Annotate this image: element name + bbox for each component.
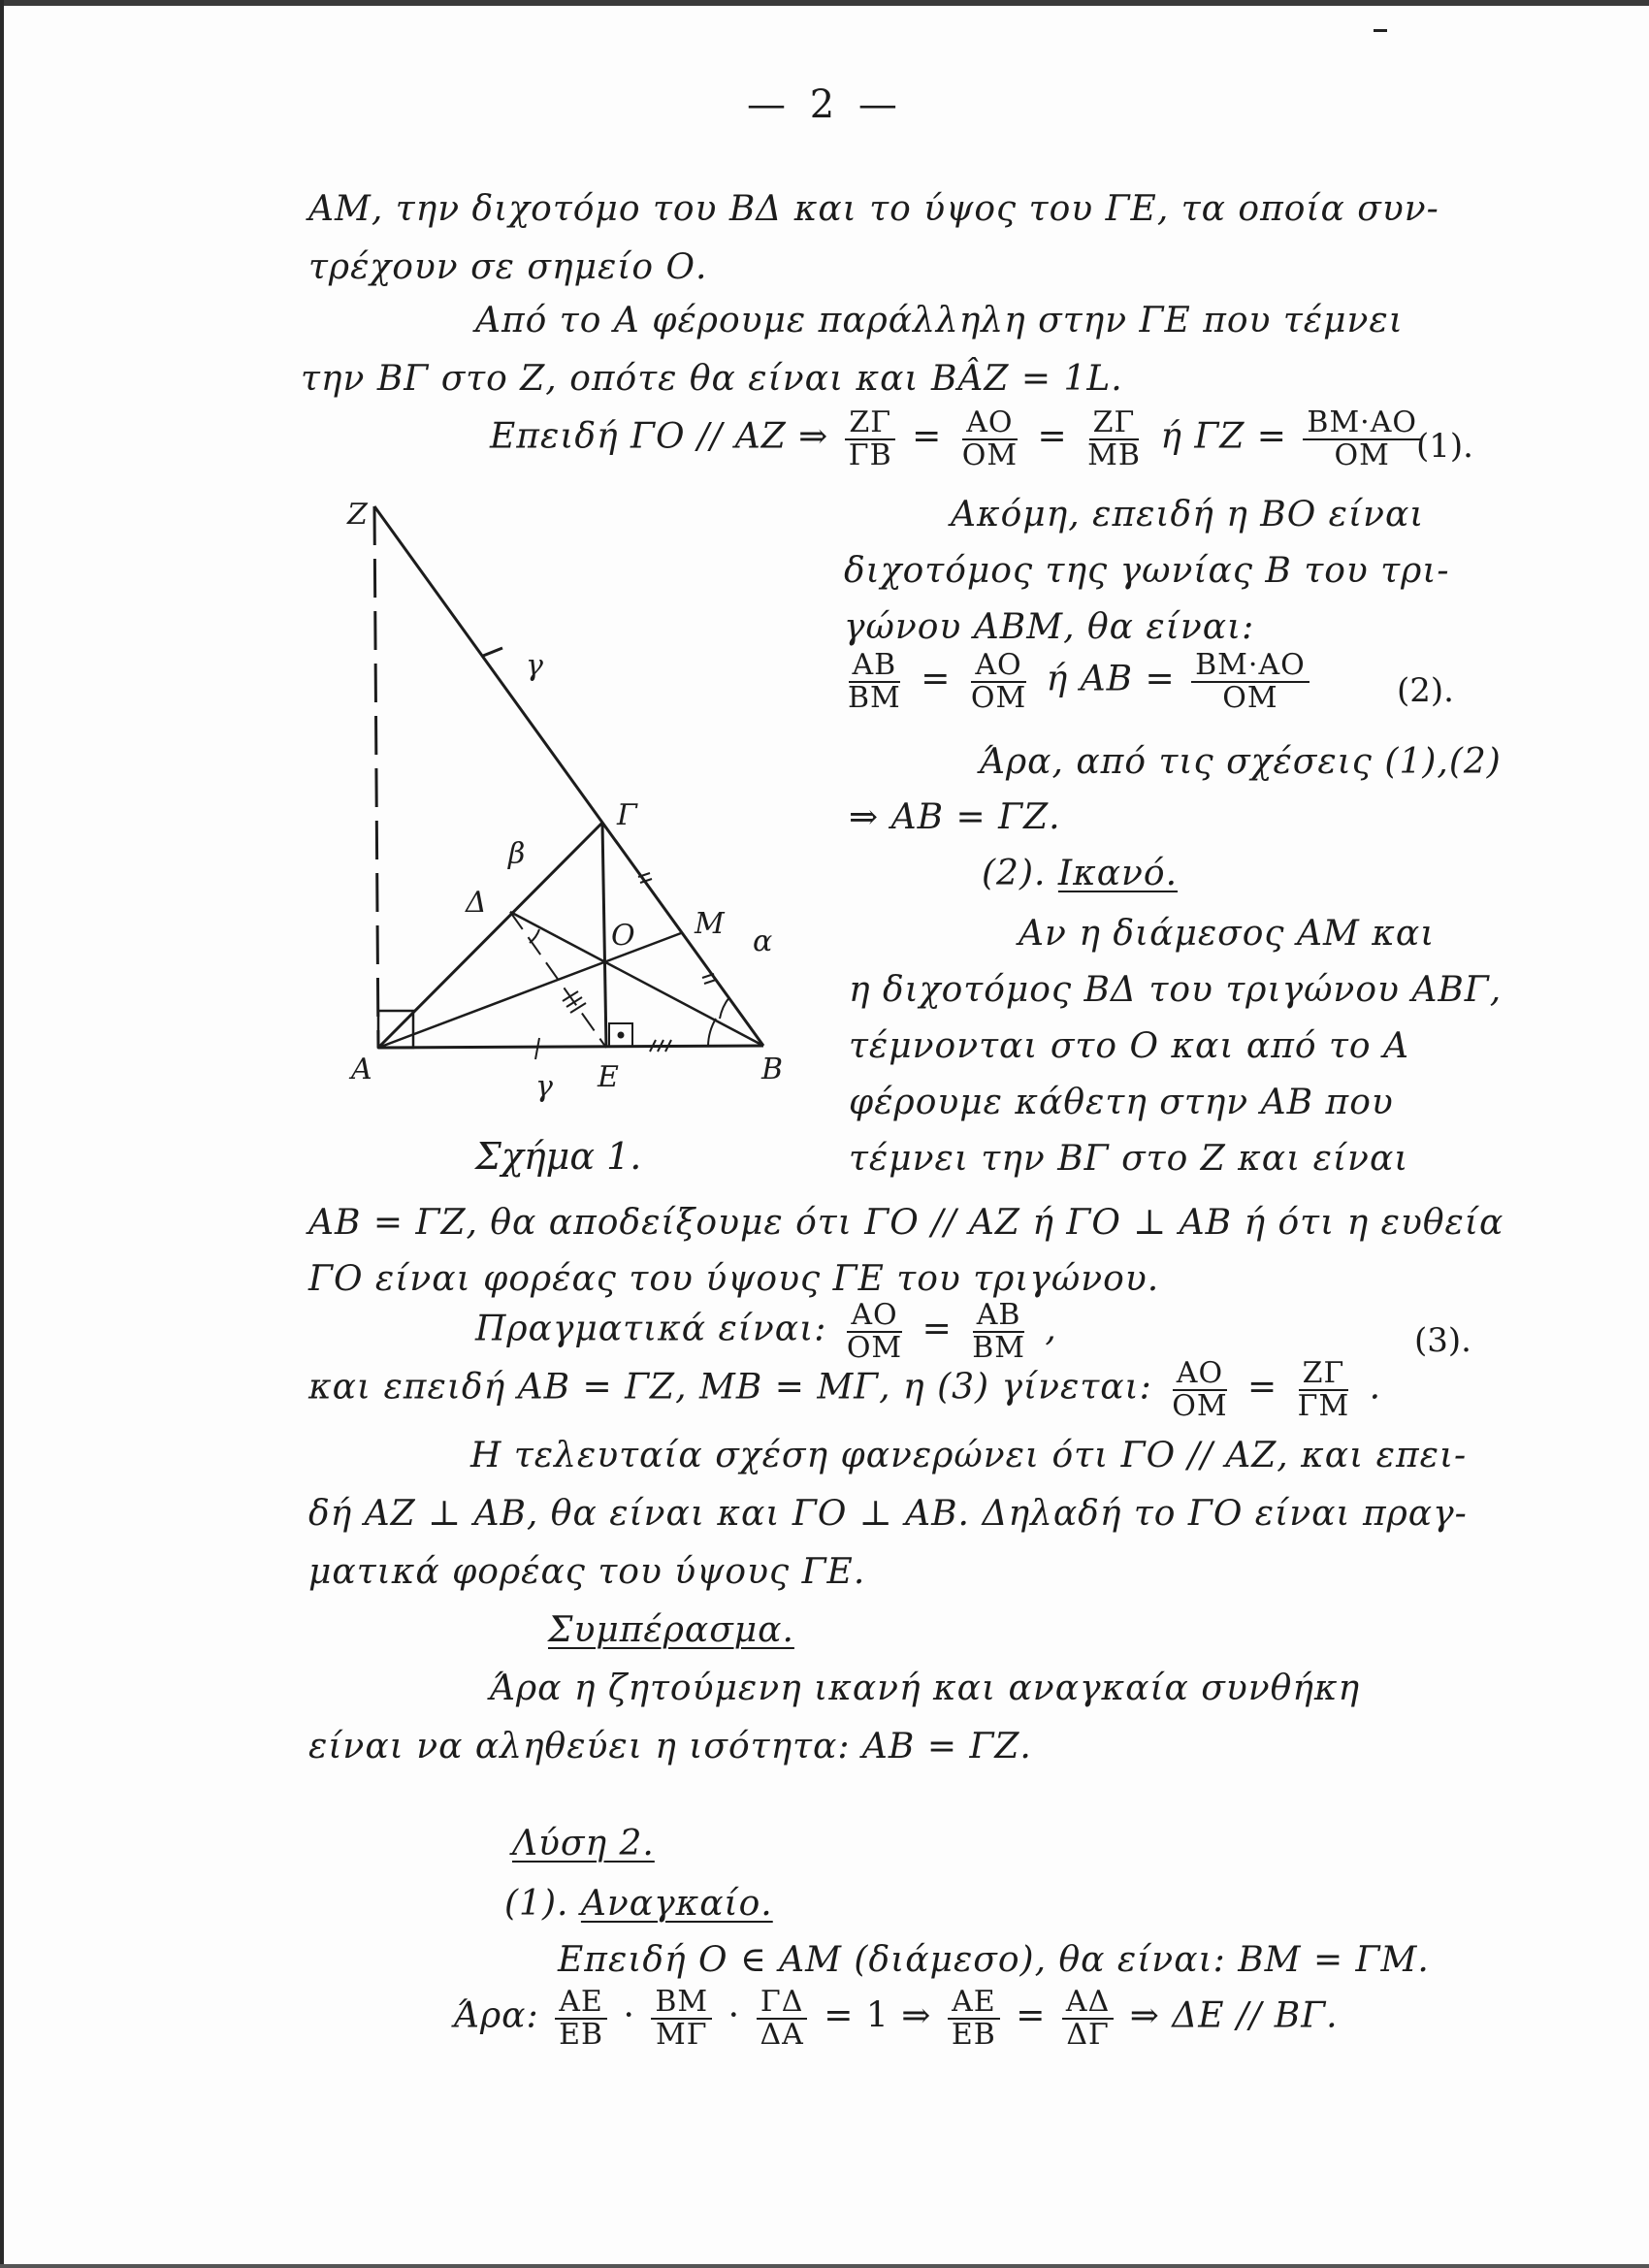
tick-DE-3 [570,1003,586,1013]
fraction: $\frac{Z\Gamma}{\Gamma B}$ [845,407,896,470]
fraction: $\frac{AO}{OM}$ [961,405,1018,472]
text-line: ΑΒ = ΓΖ, θα αποδείξουμε ότι ΓΟ // ΑΖ ή ΓΟ ⊥ ΑΒ ή ότι η ευθεία [308,1203,1504,1243]
tick-DE-2 [566,997,582,1007]
text-line: ⇒ ΑΒ = ΓΖ. [849,797,1061,837]
point-label-Z: Ζ [347,498,368,532]
tick-DE-1 [563,991,578,1001]
fraction: $\frac{AE}{EB}$ [555,1987,607,2050]
solution-2-heading: Λύση 2. [512,1824,655,1863]
section-number: (2). [982,854,1047,893]
fraction: $\frac{AB}{BM}$ [972,1298,1025,1365]
fraction: $\frac{BM\cdot AO}{OM}$ [1303,407,1421,470]
text-line: Επειδή Ο ∈ ΑΜ (διάμεσο), θα είναι: ΒΜ = ΓΜ. [558,1940,1430,1980]
point-label-M: Μ [695,907,725,941]
text-line: γώνου ΑΒΜ, θα είναι: [844,607,1255,647]
segment-AG [378,823,602,1048]
scan-border-bottom [0,2264,1649,2268]
text-line: είναι να αληθεύει η ισότητα: ΑΒ = ΓΖ. [308,1727,1032,1766]
angle-arc-B-lower [708,1019,716,1046]
corner-mark [1374,29,1387,32]
fraction: $\frac{A\Delta}{\Delta\Gamma}$ [1062,1987,1114,2050]
text-line: τρέχουν σε σημείο Ο. [308,247,708,287]
text-line: Άρα, από τις σχέσεις (1),(2) [980,742,1502,782]
angle-arc-B-upper [720,997,729,1019]
bisector-BD [510,912,763,1046]
fraction: $\frac{BM}{M\Gamma}$ [651,1987,712,2050]
fraction: $\frac{Z\Gamma}{MB}$ [1087,405,1141,472]
summary-heading: Συμπέρασμα. [548,1610,794,1650]
scan-border-top [0,0,1649,6]
fraction: $\frac{AB}{BM}$ [848,648,901,715]
fraction: $\frac{AO}{OM}$ [970,648,1027,715]
point-label-G: Γ [617,798,637,832]
segment-AB [378,1046,763,1048]
text-line: Από το Α φέρουμε παράλληλη στην ΓΕ που τέμνει [475,301,1404,340]
text-line: δή ΑΖ ⊥ ΑΒ, θα είναι και ΓΟ ⊥ ΑΒ. Δηλαδή το ΓΟ είναι πραγ- [308,1494,1468,1534]
median-AM [378,933,681,1048]
text-line: ματικά φορέας του ύψους ΓΕ. [308,1552,866,1592]
equation-3: Πραγματικά είναι: $\frac{AO}{OM}$ = $\frac{AB}{BM}$ , [475,1298,1057,1365]
fraction: $\frac{AE}{EB}$ [948,1987,1000,2050]
tick-MB-2 [704,980,716,984]
geometry-figure [320,485,824,1104]
scan-border-left [0,0,4,2268]
side-label-gamma-bottom: γ [535,1070,553,1104]
fraction: $\frac{AO}{OM}$ [846,1298,903,1365]
side-label-alpha: α [753,924,773,958]
subsection-title: Αναγκαίο. [580,1884,773,1924]
text-line: Η τελευταία σχέση φανερώνει ότι ΓΟ // ΑΖ, και επει- [470,1436,1468,1475]
equation-number-3: (3). [1414,1321,1471,1360]
text-line: AM, την διχοτόμο του ΒΔ και το ύψος του ΓΕ, τα οποία συν- [308,189,1439,229]
angle-arc-D [530,929,539,943]
equation-1: Επειδή ΓΟ // ΑΖ ⇒ $\frac{Z\Gamma}{\Gamma B}$ = $\frac{AO}{OM}$ = $\frac{Z\Gamma}{MB}$ ή ΓΖ = $\frac{BM\cdot AO}{OM}$ [490,407,1425,470]
point-label-B: Β [761,1053,784,1086]
text-line: τέμνει την ΒΓ στο Ζ και είναι [849,1139,1409,1179]
text-line: ΓΟ είναι φορέας του ύψους ΓΕ του τριγώνου. [308,1259,1160,1299]
equation-2: $\frac{AB}{BM}$ = $\frac{AO}{OM}$ ή ΑΒ = $\frac{BM\cdot AO}{OM}$ [840,650,1313,713]
side-label-beta: β [508,837,526,871]
point-label-E: Ε [598,1060,619,1094]
segment-AZ [374,506,378,1048]
point-label-D: Δ [466,886,487,920]
equation-number-1: (1). [1416,427,1473,466]
text-line: τέμνονται στο Ο και από το Α [849,1026,1410,1066]
text-line: φέρουμε κάθετη στην ΑΒ που [849,1083,1394,1122]
equation-5: Άρα: $\frac{AE}{EB}$ · $\frac{BM}{M\Gamma}$ · $\frac{\Gamma\Delta}{\Delta A}$ = 1 ⇒ $\frac{AE}{EB}$ = $\frac{A\Delta}{\Delta\Gamma}$ ⇒ ΔΕ // ΒΓ. [454,1985,1339,2052]
text-line: Άρα η ζητούμενη ικανή και αναγκαία συνθήκη [490,1669,1361,1708]
section-title: Ικανό. [1057,854,1179,893]
text-line: την ΒΓ στο Ζ, οπότε θα είναι και ΒÂΖ = 1L. [301,359,1123,399]
section-heading-sufficient [982,854,1178,893]
tick-Zgamma [483,648,502,656]
equation-number-2: (2). [1397,671,1454,710]
altitude-GE [602,823,606,1048]
text-line: διχοτόμος της γωνίας Β του τρι- [844,551,1450,591]
segment-ZB [374,506,763,1046]
point-label-A: Α [351,1053,372,1086]
fraction: $\frac{BM\cdot AO}{OM}$ [1191,650,1310,713]
tick-AE [535,1038,539,1059]
subsection-number: (1). [504,1884,569,1924]
equation-4: και επειδή ΑΒ = ΓΖ, ΜΒ = ΜΓ, η (3) γίνεται: $\frac{AO}{OM}$ = $\frac{Z\Gamma}{\Gamma M}$ . [308,1356,1382,1423]
eq1-lead: Επειδή ΓΟ // ΑΖ ⇒ [490,416,829,457]
text-line: Ακόμη, επειδή η ΒΟ είναι [951,495,1425,535]
side-label-gamma-top: γ [526,649,543,683]
subsection-heading-necessary [504,1884,773,1924]
fraction: $\frac{\Gamma\Delta}{\Delta A}$ [757,1987,808,2050]
text-line: Αν η διάμεσος ΑΜ και [1018,914,1436,954]
segment-DE [510,912,606,1048]
point-label-O: Ο [611,919,635,953]
fraction: $\frac{Z\Gamma}{\Gamma M}$ [1297,1356,1350,1423]
page-number: — 2 — [747,82,903,127]
text-line: η διχοτόμος ΒΔ του τριγώνου ΑΒΓ, [849,970,1503,1010]
figure-caption: Σχήμα 1. [475,1135,642,1178]
fraction: $\frac{AO}{OM}$ [1172,1356,1228,1423]
